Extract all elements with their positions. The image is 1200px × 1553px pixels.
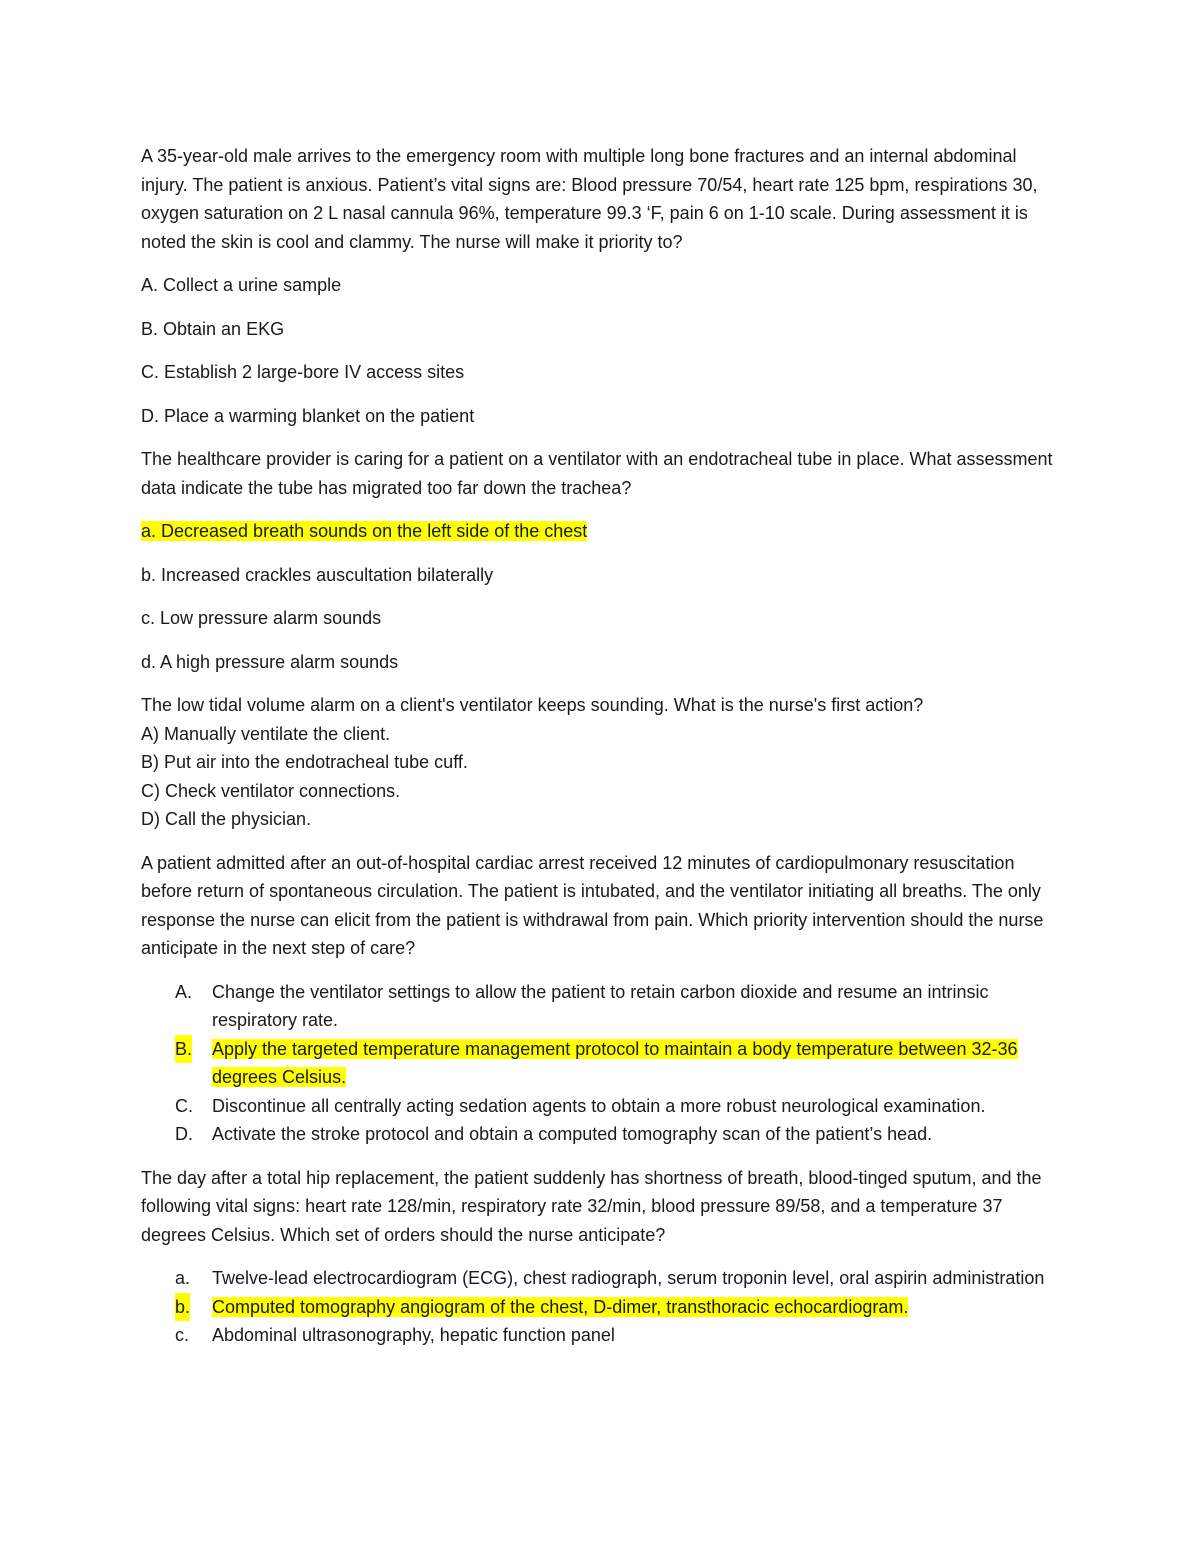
question-4-option-b	[141, 1035, 1061, 1092]
question-4-options	[141, 978, 1061, 1149]
question-4-stem: A patient admitted after an out-of-hospital cardiac arrest received 12 minutes of cardiopulmonary resuscitation before return of spontaneous circulation. The patient is intubated, and the ventilator initiating all breaths. The only response the nurse can elicit from the patient is withdrawal from pain. Which priority intervention should the nurse anticipate in the next step of care?	[141, 852, 1044, 958]
question-4-option-d	[141, 1120, 1061, 1149]
question-1-option-b: B. Obtain an EKG	[141, 318, 285, 339]
question-1-option-d: D. Place a warming blanket on the patient	[141, 405, 475, 426]
question-4-option-c	[141, 1092, 1061, 1121]
document-page	[141, 142, 1061, 1365]
option-text: Twelve-lead electrocardiogram (ECG), chest radiograph, serum troponin level, oral aspirin administration	[212, 1268, 1045, 1288]
question-5-stem: The day after a total hip replacement, the patient suddenly has shortness of breath, blood-tinged sputum, and the following vital signs: heart rate 128/min, respiratory rate 32/min, blood pressure 89/58, and a temperature 37 degrees Celsius. Which set of orders should the nurse anticipate?	[141, 1167, 1042, 1245]
option-text: Discontinue all centrally acting sedation agents to obtain a more robust neurological examination.	[212, 1095, 986, 1116]
question-3-option-a: A) Manually ventilate the client.	[141, 723, 391, 744]
question-5-option-a	[141, 1264, 1061, 1293]
option-text: Activate the stroke protocol and obtain a computed tomography scan of the patient’s head.	[212, 1124, 933, 1144]
option-marker: C.	[175, 1095, 193, 1116]
question-3-option-d: D) Call the physician.	[141, 809, 312, 829]
question-3	[141, 691, 1061, 834]
option-marker: D.	[175, 1124, 193, 1144]
highlighted-answer: Computed tomography angiogram of the chest, D-dimer, transthoracic echocardiogram.	[212, 1296, 909, 1317]
question-2-option-a	[141, 517, 1061, 546]
question-3-option-c: C) Check ventilator connections.	[141, 780, 401, 801]
question-2-option-d: d. A high pressure alarm sounds	[141, 651, 399, 672]
option-marker: B.	[175, 1035, 192, 1064]
option-text: Abdominal ultrasonography, hepatic function panel	[212, 1325, 615, 1345]
question-1-stem: A 35-year-old male arrives to the emergency room with multiple long bone fractures and an internal abdominal injury. The patient is anxious. Patient’s vital signs are: Blood pressure 70/54, heart rate 125 bpm, respirations 30, oxygen saturation on 2 L nasal cannula 96%, temperature 99.3 ‘F, pain 6 on 1-10 scale. During assessment it is noted the skin is cool and clammy. The nurse will make it priority to?	[141, 146, 1038, 252]
question-2-option-b: b. Increased crackles auscultation bilaterally	[141, 564, 494, 585]
question-3-stem: The low tidal volume alarm on a client's ventilator keeps sounding. What is the nurse's first action?	[141, 695, 924, 715]
option-marker: c.	[175, 1325, 190, 1345]
question-4-option-a	[141, 978, 1061, 1035]
question-5-option-c	[141, 1321, 1061, 1350]
option-marker: A.	[175, 981, 193, 1002]
question-1-option-c: C. Establish 2 large-bore IV access sites	[141, 362, 465, 382]
highlighted-answer: Apply the targeted temperature management protocol to maintain a body temperature between 32-36 degrees Celsius.	[212, 1038, 1018, 1087]
highlighted-answer: a. Decreased breath sounds on the left side of the chest	[141, 521, 588, 541]
question-2-stem: The healthcare provider is caring for a patient on a ventilator with an endotracheal tube in place. What assessment data indicate the tube has migrated too far down the trachea?	[141, 449, 1053, 498]
option-marker: b.	[175, 1293, 190, 1322]
question-3-option-b: B) Put air into the endotracheal tube cuff.	[141, 752, 468, 772]
option-text: Change the ventilator settings to allow the patient to retain carbon dioxide and resume an intrinsic respiratory rate.	[212, 981, 989, 1030]
question-2-option-c: c. Low pressure alarm sounds	[141, 608, 382, 628]
question-5-option-b	[141, 1293, 1061, 1322]
question-1-option-a: A. Collect a urine sample	[141, 275, 342, 295]
question-5-options	[141, 1264, 1061, 1350]
option-marker: a.	[175, 1268, 191, 1288]
